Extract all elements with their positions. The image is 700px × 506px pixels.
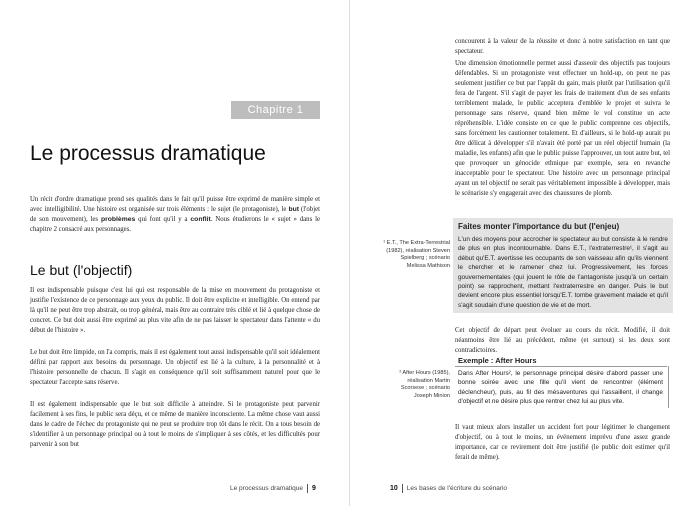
example-title: Exemple : After Hours <box>458 356 537 365</box>
intro-term-but: but <box>288 206 300 213</box>
footer-divider <box>307 484 308 493</box>
paragraph-2: Le but doit être limpide, on l'a compris, mais il est également tout aussi indispensable qu'il soit idéalement défini par rapport aux besoins du personnage. Un objectif est lié à la culture, à la personnalité et à l'histoire personnelle de chacun. Il s'agit en conséquence qu'il soit suffisamment naturel pour que le spectateur l'accepte sans réserve. <box>30 349 320 386</box>
intro-term-problemes: problèmes <box>100 216 136 223</box>
intro-text-3: qui font qu'il y a <box>135 216 191 223</box>
intro-text-4: . Nous étudierons le « sujet » dans le chapitre 2 consacré aux personnages. <box>30 216 321 233</box>
intro-paragraph <box>30 195 320 235</box>
right-paragraph-mid: Cet objectif de départ peut évoluer au cours du récit. Modifié, il doit néanmoins être lié au précédent, même (et surtout) si les deux sont contradictoires. <box>455 327 670 354</box>
page-number: 10 <box>390 485 398 493</box>
right-paragraph-bottom: Il vaut mieux alors installer un accident fort pour légitimer le changement d'objectif, ou à tout le moins, un événement imprévu d'une assez grande importance, car ce revirement doit être justifié (le public doit estimer qu'il ferait de même). <box>455 424 670 461</box>
footer-running-title: Les bases de l'écriture du scénario <box>406 485 508 493</box>
chapter-label: Chapitre 1 <box>231 101 320 119</box>
footer-divider <box>402 484 403 493</box>
right-paragraph-top-1: concourent à la valeur de la réussite et donc à notre satisfaction en tant que spectateur. <box>455 38 670 55</box>
intro-text-1: Un récit d'ordre dramatique prend ses qualités dans le fait qu'il puisse être exprimé de manière simple et avec intelligibilité. Une histoire est organisée sur trois éléments : le sujet (le protagoniste), le <box>30 196 320 213</box>
example-top-rule <box>455 366 667 367</box>
paragraph-3: Il est également indispensable que le but soit difficile à atteindre. Si le protagoniste peut parvenir facilement à ses fins, le public sera déçu, et ce même de manière inconsciente. La même chose vaut aussi dans le cadre de l'échec du protagoniste qui ne peut se produire trop tôt dans le récit. On a tous besoin de s'identifier à un personnage principal ou à tout le moins de s'impliquer à ses côtés, et les difficultés pour parvenir à son but <box>30 401 320 448</box>
margin-note-2: ² After Hours (1985), réalisation Martin Scorsese ; scénario Joseph Minion <box>399 370 450 399</box>
section-title: Le but (l'objectif) <box>30 262 133 278</box>
box-text: L'un des moyens pour accrocher le spectateur au but consiste à le rendre de plus en plus incontournable. Dans E.T., l'extraterrestre¹, il s'agit au début qu'E.T. avertisse les occupants de son vaisseau afin qu'ils viennent le chercher et le ramener chez lui. Progressivement, les forces gouvernementales (qui jouent le rôle de l'antagoniste jusqu'à un certain point) se rapprochent, mettant l'extraterrestre en danger. Puis le but devient encore plus essentiel lorsqu'E.T. tombe gravement malade et qu'il s'agit soudain d'une question de vie et de mort. <box>458 236 668 309</box>
intro-text-2: (l'objet de son mouvement), les <box>30 206 320 223</box>
example-text: Dans After Hours², le personnage principal désire d'abord passer une bonne soirée avec une fille qu'il vient de rencontrer (élément déclencheur), puis, au fil des mésaventures qui l'assaillent, il change d'objectif et ne désire plus que rentrer chez lui au plus vite. <box>458 370 663 406</box>
left-footer <box>230 484 316 493</box>
example-side-rule <box>668 366 669 408</box>
chapter-title: Le processus dramatique <box>30 142 266 165</box>
page-number: 9 <box>312 485 316 493</box>
margin-note-1: ¹ E.T., The Extra-Terrestrial (1982), réalisation Steven Spielberg ; scénario Melissa Mathison <box>383 240 450 269</box>
right-footer <box>390 484 507 493</box>
box-title: Faites monter l'importance du but (l'enjeu) <box>458 222 620 231</box>
right-paragraph-top-2: Une dimension émotionnelle permet aussi d'asseoir des objectifs pas toujours défendables. Si un protagoniste veut effectuer un hold-up, on peut ne pas seulement justifier ce but par l'appât du gain, mais plutôt par l'utilisation qu'il fera de l'argent. S'il s'agit de payer les frais de traitement d'un de ses enfants terriblement malade, le public acceptera d'emblée le projet et suivra le personnage sans réserve, quand bien même le vol constitue un acte répréhensible. L'idée consiste en ce que le public comprenne ces objectifs, sans forcément les cautionner totalement. Et d'ailleurs, si le hold-up aurait pu être délicat à développer s'il n'avait été porté par un réel objectif humain (la maladie, les enfants) afin que le public puisse l'approuver, un tout autre but, tel que provoquer un génocide ethnique par exemple, sera en revanche inacceptable pour le spectateur. Une histoire avec un personnage principal ayant un tel objectif ne serait pas véritablement impossible à développer, mais le scénariste s'y engagerait avec des chaussures de plomb. <box>455 60 670 197</box>
footer-running-title: Le processus dramatique <box>230 485 303 493</box>
right-page <box>350 0 700 506</box>
intro-term-conflit: conflit <box>190 216 211 223</box>
paragraph-1: Il est indispensable puisque c'est lui qui est responsable de la mise en mouvement du protagoniste et justifie l'existence de ce personnage aux yeux du public. Il doit être explicite et intelligible. On entend par là qu'il ne peut être trop abstrait, ou trop général, mais être au contraire très ciblé et lié à quelque chose de concret. Ce but doit aussi être exprimé au plus vite afin de ne pas laisser le spectateur dans l'attente « du début de l'histoire ». <box>30 287 320 334</box>
